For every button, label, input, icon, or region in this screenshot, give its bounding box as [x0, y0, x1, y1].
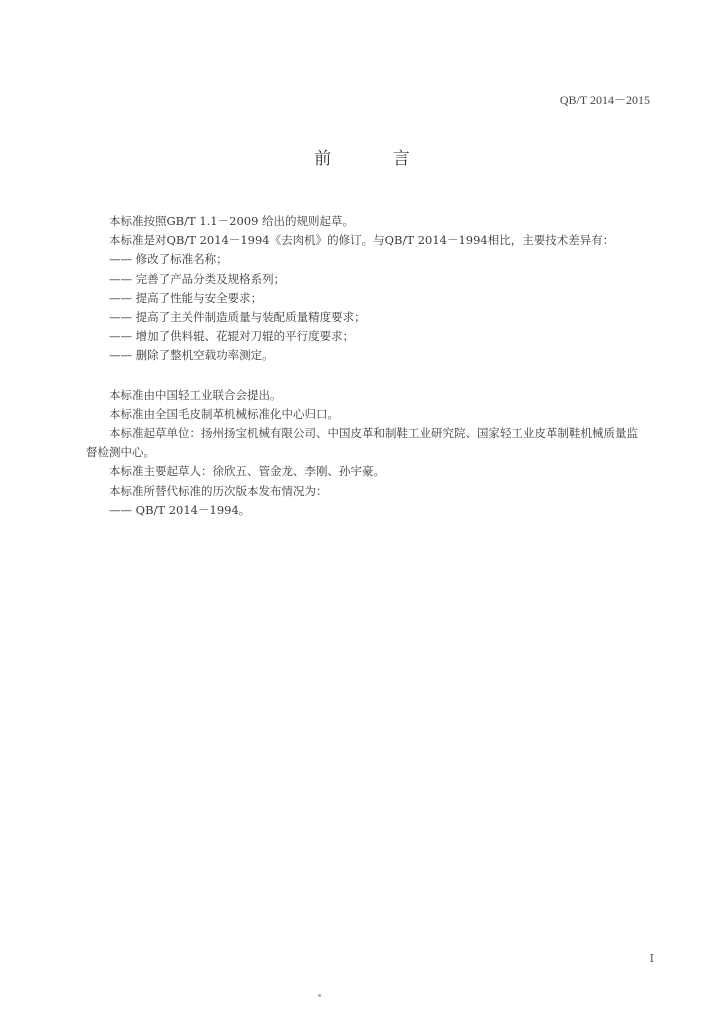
foreword-body [86, 212, 646, 520]
history-item: —— QB/T 2014－1994。 [109, 502, 251, 517]
section-gap [86, 366, 646, 386]
change-item: —— 修改了标准名称； [109, 252, 228, 267]
change-item: —— 完善了产品分类及规格系列； [109, 271, 286, 286]
change-item: —— 删除了整机空载功率测定。 [109, 348, 274, 363]
drafters-paragraph: 本标准主要起草人：徐欣五、管金龙、李刚、孙宇豪。 [109, 464, 385, 479]
page-title: 前 言 [314, 149, 438, 169]
proposed-by-paragraph: 本标准由中国轻工业联合会提出。 [109, 387, 282, 402]
page-number: I [649, 952, 654, 965]
drafting-units-paragraph: 本标准起草单位：扬州扬宝机械有限公司、中国皮革和制鞋工业研究院、国家轻工业皮革制鞋机械质量监督检测中心。 [86, 426, 638, 460]
change-item: —— 提高了性能与安全要求； [109, 290, 263, 305]
change-item: —— 增加了供料辊、花辊对刀辊的平行度要求； [109, 329, 355, 344]
scan-speck [318, 994, 321, 997]
history-intro-paragraph: 本标准所替代标准的历次版本发布情况为： [109, 483, 328, 498]
drafting-rule-paragraph: 本标准按照GB/T 1.1－2009 给出的规则起草。 [109, 214, 355, 228]
change-item: —— 提高了主关件制造质量与装配质量精度要求； [109, 310, 366, 325]
standard-code: QB/T 2014－2015 [559, 93, 650, 107]
managed-by-paragraph: 本标准由全国毛皮制革机械标准化中心归口。 [109, 406, 339, 421]
revision-paragraph: 本标准是对QB/T 2014－1994《去肉机》的修订。与QB/T 2014－1994相比，主要技术差异有： [109, 233, 615, 248]
